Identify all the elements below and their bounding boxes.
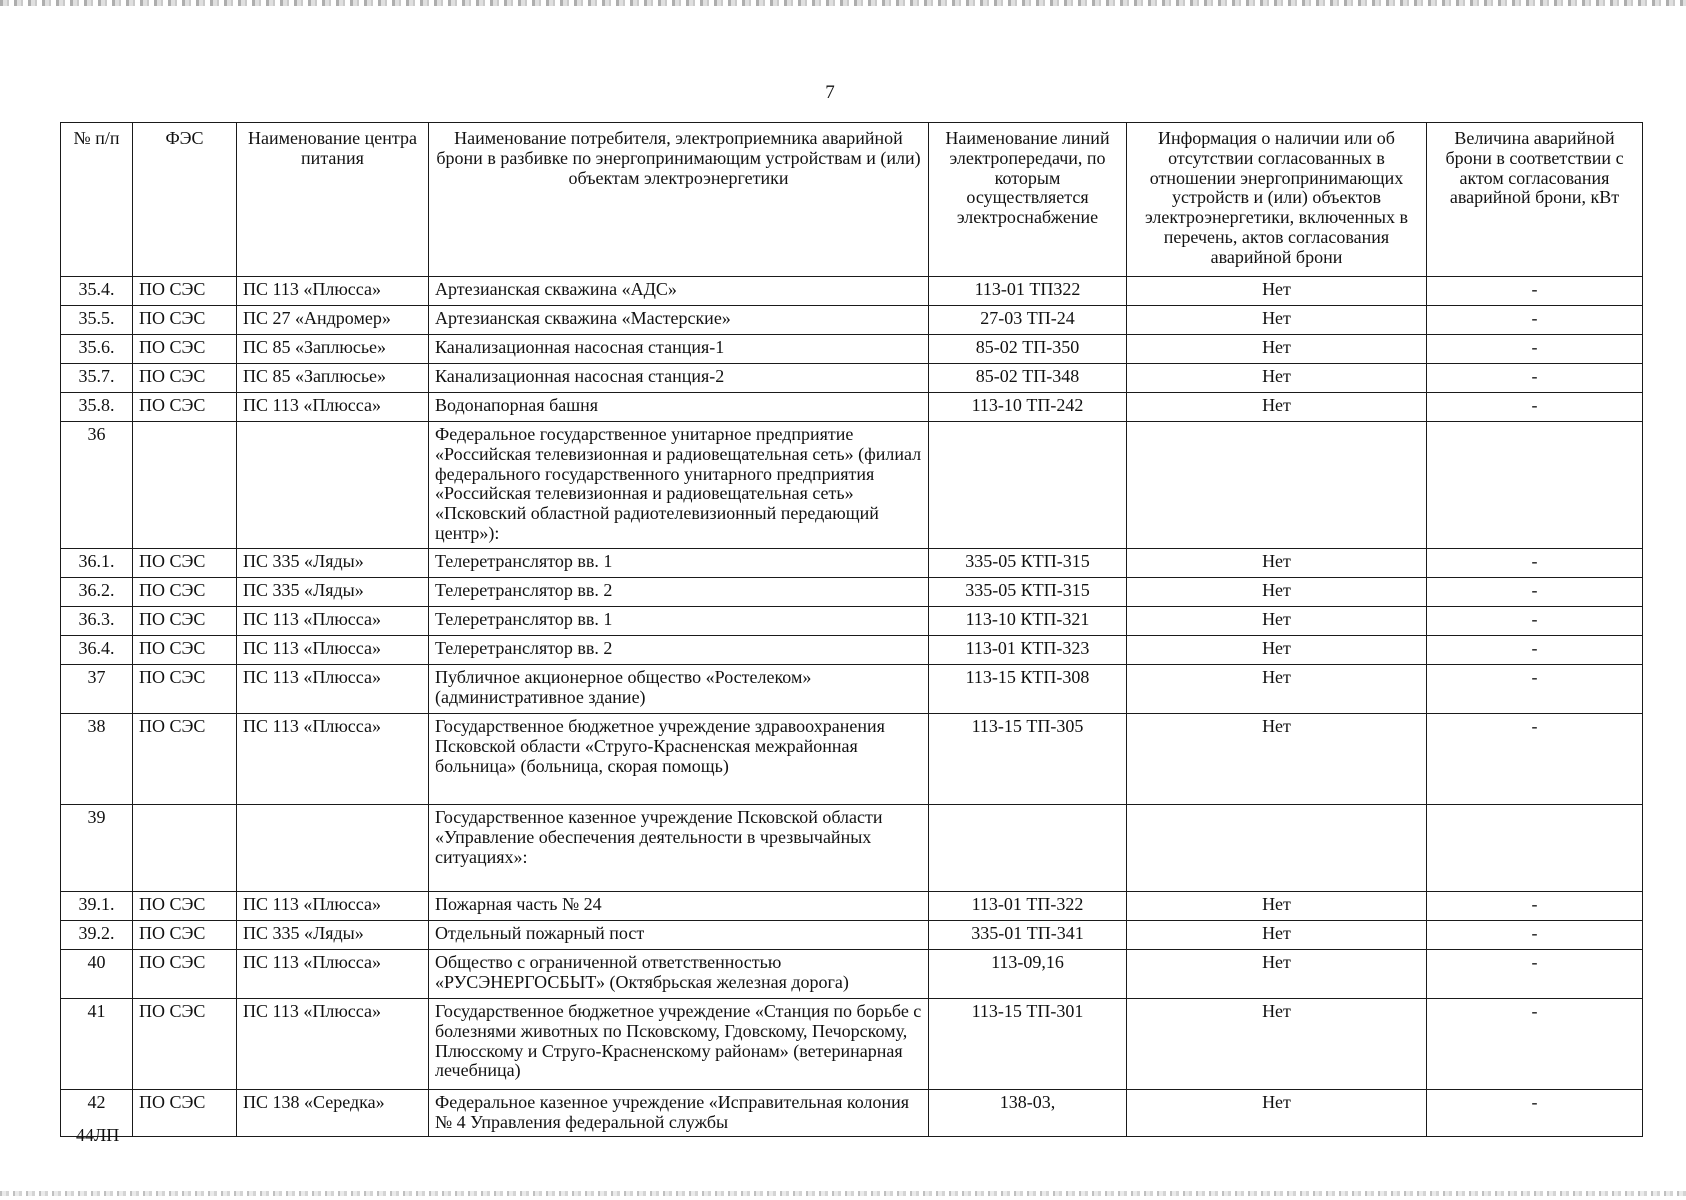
row-agreement-info: [1127, 422, 1427, 549]
table-row-group: [61, 422, 1643, 549]
table-row: [61, 549, 1643, 578]
row-power-center: [237, 805, 429, 892]
emergency-reserve-table: [60, 122, 1643, 1137]
row-power-center: ПС 113 «Плюсса»: [237, 714, 429, 805]
row-num: 39.1.: [61, 892, 133, 921]
row-fes: ПО СЭС: [133, 364, 237, 393]
row-agreement-info: Нет: [1127, 999, 1427, 1090]
row-power-line: 335-01 ТП-341: [929, 921, 1127, 950]
row-consumer: Отдельный пожарный пост: [429, 921, 929, 950]
row-reserve-value: -: [1427, 277, 1643, 306]
row-fes: ПО СЭС: [133, 1090, 237, 1137]
header-power-center: Наименование центра питания: [237, 123, 429, 277]
row-num: 42: [61, 1090, 133, 1137]
table-row: [61, 393, 1643, 422]
row-fes: ПО СЭС: [133, 999, 237, 1090]
row-num: 41: [61, 999, 133, 1090]
row-power-center: ПС 113 «Плюсса»: [237, 607, 429, 636]
row-agreement-info: Нет: [1127, 950, 1427, 999]
row-fes: ПО СЭС: [133, 665, 237, 714]
row-fes: [133, 805, 237, 892]
row-power-center: ПС 113 «Плюсса»: [237, 950, 429, 999]
row-power-line: [929, 422, 1127, 549]
row-reserve-value: -: [1427, 335, 1643, 364]
table-row: [61, 335, 1643, 364]
row-agreement-info: Нет: [1127, 306, 1427, 335]
row-power-line: 113-15 ТП-305: [929, 714, 1127, 805]
table-row-group: [61, 805, 1643, 892]
row-power-line: 335-05 КТП-315: [929, 549, 1127, 578]
row-consumer: Артезианская скважина «Мастерские»: [429, 306, 929, 335]
table-row: [61, 714, 1643, 805]
row-num: 36.4.: [61, 636, 133, 665]
row-reserve-value: -: [1427, 393, 1643, 422]
row-power-center: ПС 113 «Плюсса»: [237, 999, 429, 1090]
row-power-line: 113-15 КТП-308: [929, 665, 1127, 714]
row-reserve-value: -: [1427, 950, 1643, 999]
scan-edge-bottom: [0, 1191, 1686, 1196]
row-num: 37: [61, 665, 133, 714]
header-power-line: Наименование линий электропередачи, по которым осуществляется электроснабжение: [929, 123, 1127, 277]
row-power-center: ПС 335 «Ляды»: [237, 549, 429, 578]
row-power-line: 113-01 ТП-322: [929, 892, 1127, 921]
header-fes: ФЭС: [133, 123, 237, 277]
row-fes: ПО СЭС: [133, 714, 237, 805]
row-num: 39: [61, 805, 133, 892]
row-agreement-info: Нет: [1127, 578, 1427, 607]
row-num: 39.2.: [61, 921, 133, 950]
row-agreement-info: Нет: [1127, 636, 1427, 665]
table-row: [61, 665, 1643, 714]
row-agreement-info: [1127, 805, 1427, 892]
row-fes: ПО СЭС: [133, 277, 237, 306]
row-agreement-info: Нет: [1127, 549, 1427, 578]
row-reserve-value: -: [1427, 306, 1643, 335]
row-fes: ПО СЭС: [133, 393, 237, 422]
row-reserve-value: -: [1427, 549, 1643, 578]
row-consumer: Телеретранслятор вв. 2: [429, 636, 929, 665]
row-num: 36.2.: [61, 578, 133, 607]
row-fes: ПО СЭС: [133, 549, 237, 578]
row-power-line: [929, 805, 1127, 892]
row-power-center: ПС 138 «Середка»: [237, 1090, 429, 1137]
row-fes: ПО СЭС: [133, 578, 237, 607]
table-row: [61, 1090, 1643, 1137]
row-power-line: 113-15 ТП-301: [929, 999, 1127, 1090]
header-consumer: Наименование потребителя, электроприемника аварийной брони в разбивке по энергопринимающим устройствам и (или) объектам электроэнергетики: [429, 123, 929, 277]
row-agreement-info: Нет: [1127, 607, 1427, 636]
row-consumer: Федеральное казенное учреждение «Исправительная колония № 4 Управления федеральной службы: [429, 1090, 929, 1137]
row-consumer: Водонапорная башня: [429, 393, 929, 422]
row-reserve-value: -: [1427, 892, 1643, 921]
row-power-center: ПС 113 «Плюсса»: [237, 277, 429, 306]
row-power-center: ПС 85 «Заплюсье»: [237, 364, 429, 393]
row-consumer: Телеретранслятор вв. 2: [429, 578, 929, 607]
row-num: 35.5.: [61, 306, 133, 335]
table-row: [61, 950, 1643, 999]
row-consumer: Артезианская скважина «АДС»: [429, 277, 929, 306]
row-power-line: 113-10 КТП-321: [929, 607, 1127, 636]
row-fes: ПО СЭС: [133, 335, 237, 364]
row-reserve-value: -: [1427, 921, 1643, 950]
row-consumer: Телеретранслятор вв. 1: [429, 549, 929, 578]
row-power-center: ПС 113 «Плюсса»: [237, 665, 429, 714]
row-consumer: Пожарная часть № 24: [429, 892, 929, 921]
row-power-center: ПС 85 «Заплюсье»: [237, 335, 429, 364]
row-power-center: ПС 113 «Плюсса»: [237, 892, 429, 921]
row-power-line: 113-01 ТП322: [929, 277, 1127, 306]
row-power-line: 138-03,: [929, 1090, 1127, 1137]
row-power-center: ПС 113 «Плюсса»: [237, 393, 429, 422]
row-fes: ПО СЭС: [133, 892, 237, 921]
table-row: [61, 277, 1643, 306]
row-power-center: ПС 27 «Андромер»: [237, 306, 429, 335]
row-consumer: Федеральное государственное унитарное предприятие «Российская телевизионная и радиовещательная сеть» (филиал федерального государственного унитарного предприятия «Российская телевизионная и радиовещательная сеть» «Псковский областной радиотелевизионный передающий центр»):: [429, 422, 929, 549]
row-num: 36.1.: [61, 549, 133, 578]
row-power-center: ПС 335 «Ляды»: [237, 578, 429, 607]
row-num: 40: [61, 950, 133, 999]
row-fes: ПО СЭС: [133, 607, 237, 636]
row-reserve-value: -: [1427, 714, 1643, 805]
row-agreement-info: Нет: [1127, 364, 1427, 393]
table-row: [61, 607, 1643, 636]
row-num: 36.3.: [61, 607, 133, 636]
row-num: 35.7.: [61, 364, 133, 393]
row-fes: ПО СЭС: [133, 636, 237, 665]
row-reserve-value: -: [1427, 999, 1643, 1090]
row-consumer: Государственное казенное учреждение Псковской области «Управление обеспечения деятельности в чрезвычайных ситуациях»:: [429, 805, 929, 892]
table-row: [61, 636, 1643, 665]
table-row: [61, 364, 1643, 393]
row-fes: ПО СЭС: [133, 950, 237, 999]
table-row: [61, 999, 1643, 1090]
row-reserve-value: -: [1427, 1090, 1643, 1137]
row-fes: [133, 422, 237, 549]
row-power-center: ПС 113 «Плюсса»: [237, 636, 429, 665]
row-power-center: [237, 422, 429, 549]
table-row: [61, 306, 1643, 335]
row-num: 35.8.: [61, 393, 133, 422]
page-number: 7: [825, 82, 835, 103]
row-power-line: 27-03 ТП-24: [929, 306, 1127, 335]
row-agreement-info: Нет: [1127, 921, 1427, 950]
row-fes: ПО СЭС: [133, 921, 237, 950]
row-consumer: Общество с ограниченной ответственностью «РУСЭНЕРГОСБЫТ» (Октябрьская железная дорога): [429, 950, 929, 999]
row-agreement-info: Нет: [1127, 665, 1427, 714]
row-power-line: 85-02 ТП-350: [929, 335, 1127, 364]
row-reserve-value: -: [1427, 578, 1643, 607]
row-agreement-info: Нет: [1127, 714, 1427, 805]
table-header-row: [61, 123, 1643, 277]
row-consumer: Канализационная насосная станция-1: [429, 335, 929, 364]
document-code: 44ЛП: [76, 1125, 120, 1145]
row-num: 36: [61, 422, 133, 549]
row-agreement-info: Нет: [1127, 1090, 1427, 1137]
row-reserve-value: -: [1427, 364, 1643, 393]
row-reserve-value: [1427, 805, 1643, 892]
row-consumer: Государственное бюджетное учреждение «Станция по борьбе с болезнями животных по Псковскому, Гдовскому, Печорскому, Плюсскому и Струго-Красненскому районам» (ветеринарная лечебница): [429, 999, 929, 1090]
row-reserve-value: -: [1427, 607, 1643, 636]
row-consumer: Канализационная насосная станция-2: [429, 364, 929, 393]
row-reserve-value: -: [1427, 636, 1643, 665]
row-agreement-info: Нет: [1127, 335, 1427, 364]
row-fes: ПО СЭС: [133, 306, 237, 335]
row-power-line: 85-02 ТП-348: [929, 364, 1127, 393]
row-power-center: ПС 335 «Ляды»: [237, 921, 429, 950]
row-power-line: 335-05 КТП-315: [929, 578, 1127, 607]
row-num: 38: [61, 714, 133, 805]
row-reserve-value: -: [1427, 665, 1643, 714]
table-row: [61, 578, 1643, 607]
scan-edge-top: [0, 0, 1686, 6]
row-power-line: 113-01 КТП-323: [929, 636, 1127, 665]
row-num: 35.6.: [61, 335, 133, 364]
row-reserve-value: [1427, 422, 1643, 549]
row-power-line: 113-10 ТП-242: [929, 393, 1127, 422]
row-consumer: Государственное бюджетное учреждение здравоохранения Псковской области «Струго-Красненская межрайонная больница» (больница, скорая помощь): [429, 714, 929, 805]
row-consumer: Телеретранслятор вв. 1: [429, 607, 929, 636]
header-agreement-info: Информация о наличии или об отсутствии согласованных в отношении энергопринимающих устройств и (или) объектов электроэнергетики, включенных в перечень, актов согласования аварийной брони: [1127, 123, 1427, 277]
header-reserve-value: Величина аварийной брони в соответствии с актом согласования аварийной брони, кВт: [1427, 123, 1643, 277]
header-num: № п/п: [61, 123, 133, 277]
row-num: 35.4.: [61, 277, 133, 306]
row-consumer: Публичное акционерное общество «Ростелеком» (административное здание): [429, 665, 929, 714]
table-row: [61, 892, 1643, 921]
row-agreement-info: Нет: [1127, 892, 1427, 921]
row-agreement-info: Нет: [1127, 277, 1427, 306]
table-row: [61, 921, 1643, 950]
row-agreement-info: Нет: [1127, 393, 1427, 422]
row-power-line: 113-09,16: [929, 950, 1127, 999]
